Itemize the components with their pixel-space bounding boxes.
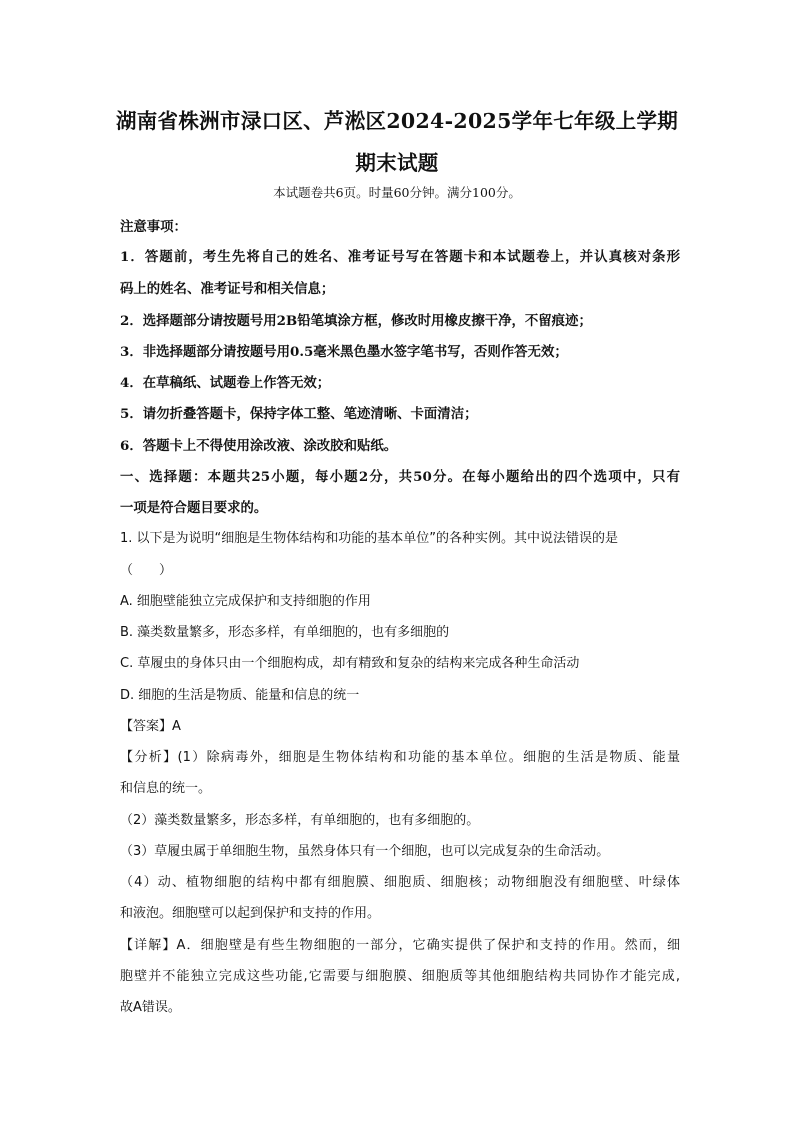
question-1-answer: 【答案】A xyxy=(120,719,181,734)
document-title-line1: 湖南省株洲市渌口区、芦淞区2024-2025学年七年级上学期 xyxy=(115,109,679,133)
section-heading-line-1: 一、选择题：本题共25小题，每小题2分，共50分。在每小题给出的四个选项中，只有 xyxy=(120,469,680,485)
notice-heading: 注意事项： xyxy=(120,219,187,235)
question-1-analysis-line-2: 和信息的统一。 xyxy=(120,781,212,796)
question-1-detail-line-1: 【详解】A．细胞壁是有些生物细胞的一部分，它确实提供了保护和支持的作用。然而，细 xyxy=(120,938,680,953)
question-1-detail-line-2: 胞壁并不能独立完成这些功能,它需要与细胞膜、细胞质等其他细胞结构共同协作才能完成, xyxy=(120,969,680,984)
notice-item-6: 6．答题卡上不得使用涂改液、涂改胶和贴纸。 xyxy=(120,438,398,454)
exam-info: 本试题卷共6页。时量60分钟。满分100分。 xyxy=(273,185,521,200)
document-title-line2: 期末试题 xyxy=(355,151,439,175)
question-1-analysis-2: （2）藻类数量繁多，形态多样，有单细胞的，也有多细胞的。 xyxy=(120,813,480,828)
question-1-blank: （ ） xyxy=(120,563,173,578)
question-1-option-d: D. 细胞的生活是物质、能量和信息的统一 xyxy=(120,688,360,703)
section-heading-line-2: 一项是符合题目要求的。 xyxy=(120,500,268,516)
question-1-analysis-line-1: 【分析】(1）除病毒外，细胞是生物体结构和功能的基本单位。细胞的生活是物质、能量 xyxy=(120,750,680,765)
notice-item-3: 3．非选择题部分请按题号用0.5毫米黑色墨水签字笔书写，否则作答无效； xyxy=(120,344,568,360)
notice-item-4: 4．在草稿纸、试题卷上作答无效； xyxy=(120,375,331,391)
question-1-analysis-4-line-2: 和液泡。细胞壁可以起到保护和支持的作用。 xyxy=(120,906,381,921)
question-1-option-c: C. 草履虫的身体只由一个细胞构成，却有精致和复杂的结构来完成各种生命活动 xyxy=(120,656,580,671)
question-1-analysis-4-line-1: （4）动、植物细胞的结构中都有细胞膜、细胞质、细胞核；动物细胞没有细胞壁、叶绿体 xyxy=(120,875,680,890)
notice-item-2: 2．选择题部分请按题号用2B铅笔填涂方框，修改时用橡皮擦干净，不留痕迹； xyxy=(120,313,592,329)
notice-item-1-line-1: 1．答题前，考生先将自己的姓名、准考证号写在答题卡和本试题卷上，并认真核对条形 xyxy=(120,249,680,265)
question-1-option-b: B. 藻类数量繁多，形态多样，有单细胞的，也有多细胞的 xyxy=(120,625,450,640)
notice-item-1-line-2: 码上的姓名、准考证号和相关信息； xyxy=(120,281,335,297)
question-1-detail-line-3: 故A错误。 xyxy=(120,1000,181,1015)
question-1-option-a: A. 细胞壁能独立完成保护和支持细胞的作用 xyxy=(120,594,371,609)
notice-item-5: 5．请勿折叠答题卡，保持字体工整、笔迹清晰、卡面清洁； xyxy=(120,406,478,422)
question-1-stem: 1. 以下是为说明“细胞是生物体结构和功能的基本单位”的各种实例。其中说法错误的是 xyxy=(120,531,619,546)
question-1-analysis-3: （3）草履虫属于单细胞生物，虽然身体只有一个细胞，也可以完成复杂的生命活动。 xyxy=(120,844,610,859)
